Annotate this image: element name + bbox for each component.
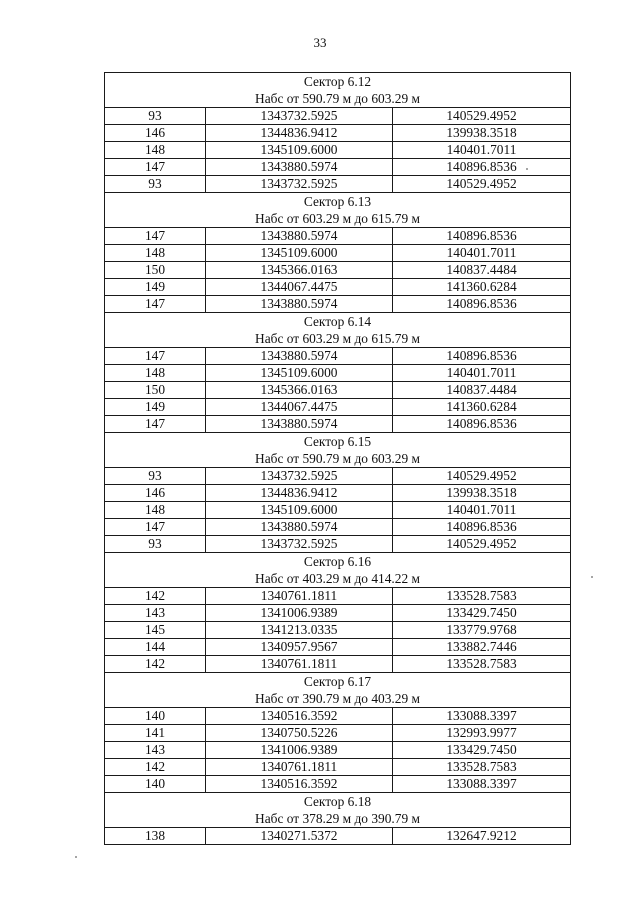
sector-range-row [105, 690, 571, 708]
sector-range: Набс от 603.29 м до 615.79 м [105, 210, 571, 228]
y-coordinate-cell: 140529.4952 [393, 108, 571, 125]
sector-title-row [105, 193, 571, 211]
scan-speck [591, 576, 593, 578]
point-number-cell: 147 [105, 228, 206, 245]
x-coordinate-cell: 1343880.5974 [206, 519, 393, 536]
sector-range-row [105, 810, 571, 828]
point-number-cell: 147 [105, 416, 206, 433]
x-coordinate-cell: 1343880.5974 [206, 159, 393, 176]
sector-title: Сектор 6.15 [105, 433, 571, 451]
table-row [105, 279, 571, 296]
scan-speck [75, 856, 77, 858]
sector-range: Набс от 590.79 м до 603.29 м [105, 90, 571, 108]
sector-range-row [105, 330, 571, 348]
point-number-cell: 93 [105, 176, 206, 193]
point-number-cell: 93 [105, 536, 206, 553]
table-row [105, 828, 571, 845]
sector-range-row [105, 450, 571, 468]
table-row [105, 262, 571, 279]
table-row [105, 125, 571, 142]
table-row [105, 159, 571, 176]
x-coordinate-cell: 1345366.0163 [206, 262, 393, 279]
table-row [105, 245, 571, 262]
table-row [105, 759, 571, 776]
table-row [105, 776, 571, 793]
coordinates-table [104, 72, 571, 845]
y-coordinate-cell: 140401.7011 [393, 245, 571, 262]
table-row [105, 605, 571, 622]
table-row [105, 348, 571, 365]
sector-title-row [105, 673, 571, 691]
table-row [105, 639, 571, 656]
table-row [105, 742, 571, 759]
sector-title: Сектор 6.16 [105, 553, 571, 571]
sector-range-row [105, 570, 571, 588]
sector-range: Набс от 403.29 м до 414.22 м [105, 570, 571, 588]
y-coordinate-cell: 140896.8536 [393, 228, 571, 245]
x-coordinate-cell: 1343732.5925 [206, 108, 393, 125]
table-row [105, 108, 571, 125]
y-coordinate-cell: 140896.8536 [393, 296, 571, 313]
x-coordinate-cell: 1345109.6000 [206, 142, 393, 159]
point-number-cell: 140 [105, 776, 206, 793]
coordinates-table-body [105, 73, 571, 845]
x-coordinate-cell: 1345109.6000 [206, 502, 393, 519]
x-coordinate-cell: 1341006.9389 [206, 605, 393, 622]
point-number-cell: 148 [105, 502, 206, 519]
table-row [105, 142, 571, 159]
point-number-cell: 149 [105, 279, 206, 296]
table-row [105, 468, 571, 485]
table-row [105, 365, 571, 382]
y-coordinate-cell: 140837.4484 [393, 382, 571, 399]
sector-title: Сектор 6.14 [105, 313, 571, 331]
x-coordinate-cell: 1344067.4475 [206, 279, 393, 296]
point-number-cell: 147 [105, 296, 206, 313]
y-coordinate-cell: 140896.8536 [393, 348, 571, 365]
point-number-cell: 150 [105, 262, 206, 279]
x-coordinate-cell: 1345109.6000 [206, 245, 393, 262]
y-coordinate-cell: 141360.6284 [393, 279, 571, 296]
x-coordinate-cell: 1340271.5372 [206, 828, 393, 845]
sector-title: Сектор 6.18 [105, 793, 571, 811]
y-coordinate-cell: 132647.9212 [393, 828, 571, 845]
sector-title-row [105, 313, 571, 331]
point-number-cell: 140 [105, 708, 206, 725]
table-row [105, 176, 571, 193]
sector-range: Набс от 390.79 м до 403.29 м [105, 690, 571, 708]
sector-range: Набс от 590.79 м до 603.29 м [105, 450, 571, 468]
x-coordinate-cell: 1345109.6000 [206, 365, 393, 382]
point-number-cell: 149 [105, 399, 206, 416]
x-coordinate-cell: 1343732.5925 [206, 176, 393, 193]
point-number-cell: 143 [105, 742, 206, 759]
sector-title-row [105, 793, 571, 811]
sector-title: Сектор 6.17 [105, 673, 571, 691]
x-coordinate-cell: 1341006.9389 [206, 742, 393, 759]
y-coordinate-cell: 132993.9977 [393, 725, 571, 742]
x-coordinate-cell: 1343732.5925 [206, 468, 393, 485]
sector-title-row [105, 433, 571, 451]
point-number-cell: 148 [105, 245, 206, 262]
table-row [105, 536, 571, 553]
y-coordinate-cell: 133088.3397 [393, 776, 571, 793]
point-number-cell: 147 [105, 519, 206, 536]
scan-speck [526, 168, 528, 170]
y-coordinate-cell: 141360.6284 [393, 399, 571, 416]
table-row [105, 416, 571, 433]
y-coordinate-cell: 139938.3518 [393, 125, 571, 142]
x-coordinate-cell: 1344836.9412 [206, 125, 393, 142]
point-number-cell: 148 [105, 142, 206, 159]
table-row [105, 399, 571, 416]
y-coordinate-cell: 133779.9768 [393, 622, 571, 639]
x-coordinate-cell: 1340761.1811 [206, 759, 393, 776]
y-coordinate-cell: 140401.7011 [393, 502, 571, 519]
point-number-cell: 142 [105, 759, 206, 776]
y-coordinate-cell: 140896.8536 [393, 159, 571, 176]
sector-range-row [105, 90, 571, 108]
x-coordinate-cell: 1340750.5226 [206, 725, 393, 742]
x-coordinate-cell: 1343880.5974 [206, 416, 393, 433]
x-coordinate-cell: 1340516.3592 [206, 708, 393, 725]
point-number-cell: 144 [105, 639, 206, 656]
table-row [105, 588, 571, 605]
point-number-cell: 142 [105, 588, 206, 605]
y-coordinate-cell: 133528.7583 [393, 656, 571, 673]
table-row [105, 519, 571, 536]
y-coordinate-cell: 133429.7450 [393, 742, 571, 759]
x-coordinate-cell: 1343880.5974 [206, 228, 393, 245]
x-coordinate-cell: 1341213.0335 [206, 622, 393, 639]
point-number-cell: 146 [105, 125, 206, 142]
x-coordinate-cell: 1340761.1811 [206, 656, 393, 673]
y-coordinate-cell: 140401.7011 [393, 142, 571, 159]
sector-title-row [105, 73, 571, 91]
x-coordinate-cell: 1344836.9412 [206, 485, 393, 502]
point-number-cell: 93 [105, 108, 206, 125]
point-number-cell: 138 [105, 828, 206, 845]
sector-range: Набс от 378.29 м до 390.79 м [105, 810, 571, 828]
table-row [105, 656, 571, 673]
sector-title-row [105, 553, 571, 571]
y-coordinate-cell: 133882.7446 [393, 639, 571, 656]
y-coordinate-cell: 133429.7450 [393, 605, 571, 622]
y-coordinate-cell: 139938.3518 [393, 485, 571, 502]
y-coordinate-cell: 133088.3397 [393, 708, 571, 725]
page-number: 33 [313, 35, 327, 50]
y-coordinate-cell: 133528.7583 [393, 759, 571, 776]
sector-title: Сектор 6.12 [105, 73, 571, 91]
y-coordinate-cell: 140529.4952 [393, 536, 571, 553]
y-coordinate-cell: 140896.8536 [393, 416, 571, 433]
table-row [105, 296, 571, 313]
point-number-cell: 148 [105, 365, 206, 382]
point-number-cell: 142 [105, 656, 206, 673]
y-coordinate-cell: 140896.8536 [393, 519, 571, 536]
x-coordinate-cell: 1340957.9567 [206, 639, 393, 656]
y-coordinate-cell: 140401.7011 [393, 365, 571, 382]
table-row [105, 485, 571, 502]
table-row [105, 502, 571, 519]
y-coordinate-cell: 140529.4952 [393, 176, 571, 193]
point-number-cell: 146 [105, 485, 206, 502]
point-number-cell: 150 [105, 382, 206, 399]
x-coordinate-cell: 1343880.5974 [206, 296, 393, 313]
x-coordinate-cell: 1343880.5974 [206, 348, 393, 365]
y-coordinate-cell: 140837.4484 [393, 262, 571, 279]
x-coordinate-cell: 1345366.0163 [206, 382, 393, 399]
table-row [105, 622, 571, 639]
point-number-cell: 141 [105, 725, 206, 742]
x-coordinate-cell: 1343732.5925 [206, 536, 393, 553]
y-coordinate-cell: 140529.4952 [393, 468, 571, 485]
point-number-cell: 93 [105, 468, 206, 485]
sector-range: Набс от 603.29 м до 615.79 м [105, 330, 571, 348]
table-row [105, 382, 571, 399]
table-row [105, 708, 571, 725]
table-row [105, 228, 571, 245]
x-coordinate-cell: 1340761.1811 [206, 588, 393, 605]
x-coordinate-cell: 1340516.3592 [206, 776, 393, 793]
y-coordinate-cell: 133528.7583 [393, 588, 571, 605]
point-number-cell: 143 [105, 605, 206, 622]
sector-range-row [105, 210, 571, 228]
sector-title: Сектор 6.13 [105, 193, 571, 211]
point-number-cell: 145 [105, 622, 206, 639]
table-row [105, 725, 571, 742]
point-number-cell: 147 [105, 348, 206, 365]
x-coordinate-cell: 1344067.4475 [206, 399, 393, 416]
point-number-cell: 147 [105, 159, 206, 176]
